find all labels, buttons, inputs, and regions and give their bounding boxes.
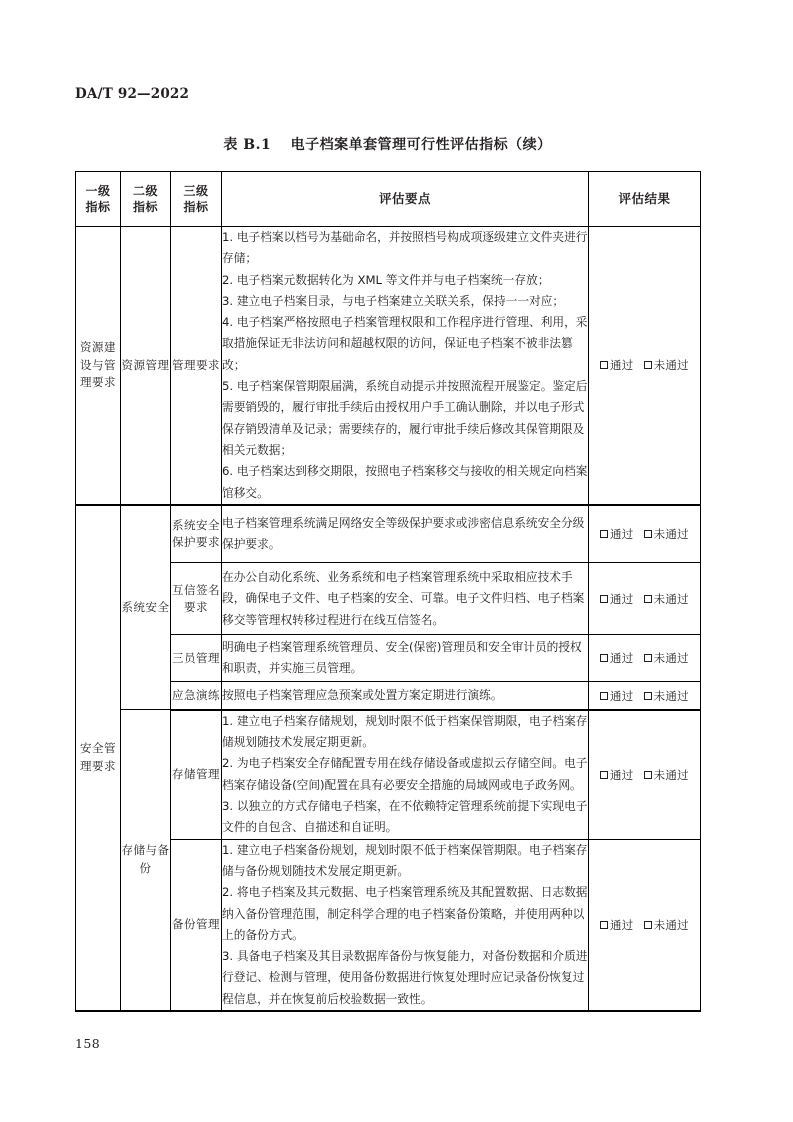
table-header-row [76,172,701,227]
checkbox-fail[interactable] [644,688,689,704]
point-item: 2. 为电子档案安全存储配置专用在线存储设备或虚拟云存储空间。电子档案存储设备(空间)配置在具有必要安全措施的局域网或电子政务网。 [222,756,588,792]
cell-result-system-security-protection [589,505,701,563]
table-row [76,227,701,505]
column-header-level3 [171,172,222,227]
cell-level1-resource: 资源建设与管理要求 [76,227,121,505]
cell-result-emergency-drill [589,682,701,710]
cell-points-storage-management [222,710,589,839]
page-number: 158 [75,1036,101,1051]
result-checkbox-group [597,357,692,373]
checkbox-square-icon[interactable] [600,361,608,369]
column-header-level2-line1: 二级 [132,183,158,198]
table-row [76,710,701,839]
checkbox-square-icon[interactable] [644,361,652,369]
column-header-level3-line1: 三级 [183,183,209,198]
point-item: 4. 电子档案严格按照电子档案管理权限和工作程序进行管理、利用，采取措施保证无非法访问和超越权限的访问，保证电子档案不被非法篡改； [222,315,588,372]
result-checkbox-group [597,917,692,933]
result-checkbox-group [597,688,692,704]
checkbox-fail-label: 未通过 [653,358,689,373]
checkbox-fail[interactable] [644,526,689,542]
running-header-standard-number: DA/T 92—2022 [75,86,190,102]
point-item: 1. 建立电子档案存储规划，规划时限不低于档案保管期限，电子档案存储规划随技术发展定期更新。 [222,713,588,750]
point-item: 1. 电子档案以档号为基础命名，并按照档号构成项逐级建立文件夹进行存储； [222,230,588,266]
checkbox-square-icon[interactable] [644,595,652,603]
result-checkbox-group [597,650,692,666]
point-item: 3. 建立电子档案目录，与电子档案建立关联关系，保持一一对应； [222,293,565,308]
checkbox-pass-label: 通过 [610,527,634,542]
cell-level3-three-member-management: 三员管理 [171,635,222,682]
checkbox-square-icon[interactable] [644,654,652,662]
point-item: 明确电子档案管理系统管理员、安全(保密)管理员和安全审计员的授权和职责，并实施三员管理。 [222,640,582,676]
point-item: 5. 电子档案保管期限届满，系统自动提示并按照流程开展鉴定。鉴定后需要销毁的，履行审批手续后由授权用户手工确认删除，并以电子形式保存销毁清单及记录；需要续存的，履行审批手续后修改其保管期限及相关元数据； [222,379,588,457]
checkbox-pass[interactable] [600,688,634,704]
checkbox-fail[interactable] [644,917,689,933]
point-item: 电子档案管理系统满足网络安全等级保护要求或涉密信息系统安全分级保护要求。 [222,515,585,552]
checkbox-pass[interactable] [600,526,634,542]
checkbox-fail-label: 未通过 [653,591,689,606]
cell-level2-resource-management: 资源管理 [121,227,171,505]
cell-level2-system-security: 系统安全 [121,505,171,710]
column-header-result: 评估结果 [589,172,701,227]
cell-level3-management-requirement: 管理要求 [171,227,222,505]
checkbox-fail-label: 未通过 [653,651,689,666]
column-header-level2-line2: 指标 [132,200,158,214]
column-header-level1-line1: 一级 [85,183,111,198]
result-checkbox-group [597,591,692,607]
point-item: 在办公自动化系统、业务系统和电子档案管理系统中采取相应技术手段，确保电子文件、电子档案的安全、可靠。电子文件归档、电子档案移交等管理权转移过程进行在线互信签名。 [222,569,585,627]
cell-points-three-member-management [222,635,589,682]
checkbox-pass[interactable] [600,767,634,783]
cell-level3-storage-management: 存储管理 [171,710,222,839]
evaluation-table-wrapper [75,171,700,1012]
cell-level3-system-security-protection: 系统安全保护要求 [171,505,222,563]
checkbox-pass[interactable] [600,357,634,373]
checkbox-square-icon[interactable] [644,921,652,929]
checkbox-pass-label: 通过 [610,651,634,666]
checkbox-square-icon[interactable] [600,692,608,700]
checkbox-square-icon[interactable] [600,771,608,779]
result-checkbox-group [597,526,692,542]
checkbox-pass[interactable] [600,650,634,666]
checkbox-fail-label: 未通过 [653,917,689,932]
cell-level3-mutual-trust-signature: 互信签名要求 [171,563,222,635]
checkbox-square-icon[interactable] [600,654,608,662]
checkbox-pass-label: 通过 [610,767,634,782]
checkbox-square-icon[interactable] [600,595,608,603]
evaluation-table [75,171,701,1012]
point-item: 按照电子档案管理应急预案或处置方案定期进行演练。 [222,687,503,702]
point-item: 3. 以独立的方式存储电子档案，在不依赖特定管理系统前提下实现电子文件的自包含、自描述和自证明。 [222,799,588,835]
column-header-points: 评估要点 [222,172,589,227]
cell-result-resource-management [589,227,701,505]
checkbox-square-icon[interactable] [600,921,608,929]
cell-points-mutual-trust-signature [222,563,589,635]
checkbox-square-icon[interactable] [644,530,652,538]
result-checkbox-group [597,767,692,783]
point-item: 2. 将电子档案及其元数据、电子档案管理系统及其配置数据、日志数据纳入备份管理范围，制定科学合理的电子档案备份策略，并使用两种以上的备份方式。 [222,885,588,942]
checkbox-fail-label: 未通过 [653,767,689,782]
cell-level1-security: 安全管理要求 [76,505,121,1011]
checkbox-fail-label: 未通过 [653,527,689,542]
cell-result-backup-management [589,839,701,1011]
table-caption-number: 表 B.1 [223,137,272,153]
column-header-level1-line2: 指标 [85,200,111,214]
cell-level3-emergency-drill: 应急演练 [171,682,222,710]
cell-level2-storage-and-backup: 存储与备份 [121,710,171,1011]
cell-points-backup-management [222,839,589,1011]
cell-points-resource-management [222,227,589,505]
table-caption-title: 电子档案单套管理可行性评估指标（续） [290,137,552,153]
column-header-level2 [121,172,171,227]
point-item: 3. 具备电子档案及其目录数据库备份与恢复能力，对备份数据和介质进行登记、检测与管理，使用备份数据进行恢复处理时应记录备份恢复过程信息，并在恢复前后校验数据一致性。 [222,949,588,1006]
cell-level3-backup-management: 备份管理 [171,839,222,1011]
checkbox-square-icon[interactable] [644,692,652,700]
checkbox-pass-label: 通过 [610,688,634,703]
point-item: 6. 电子档案达到移交期限，按照电子档案移交与接收的相关规定向档案馆移交。 [222,464,588,500]
table-caption [75,134,700,154]
checkbox-fail[interactable] [644,650,689,666]
column-header-level3-line2: 指标 [183,200,209,214]
column-header-level1 [76,172,121,227]
cell-result-mutual-trust-signature [589,563,701,635]
checkbox-fail[interactable] [644,767,689,783]
checkbox-square-icon[interactable] [600,530,608,538]
cell-points-emergency-drill [222,682,589,710]
checkbox-pass[interactable] [600,591,634,607]
checkbox-square-icon[interactable] [644,771,652,779]
checkbox-fail[interactable] [644,591,689,607]
checkbox-pass[interactable] [600,917,634,933]
table-row [76,505,701,563]
cell-result-storage-management [589,710,701,839]
checkbox-fail-label: 未通过 [653,688,689,703]
checkbox-pass-label: 通过 [610,358,634,373]
point-item: 1. 建立电子档案备份规划，规划时限不低于档案保管期限。电子档案存储与备份规划随技术发展定期更新。 [222,842,588,878]
cell-points-system-security-protection [222,505,589,563]
checkbox-pass-label: 通过 [610,591,634,606]
point-item: 2. 电子档案元数据转化为 XML 等文件并与电子档案统一存放； [222,272,550,287]
checkbox-fail[interactable] [644,357,689,373]
checkbox-pass-label: 通过 [610,917,634,932]
cell-result-three-member-management [589,635,701,682]
